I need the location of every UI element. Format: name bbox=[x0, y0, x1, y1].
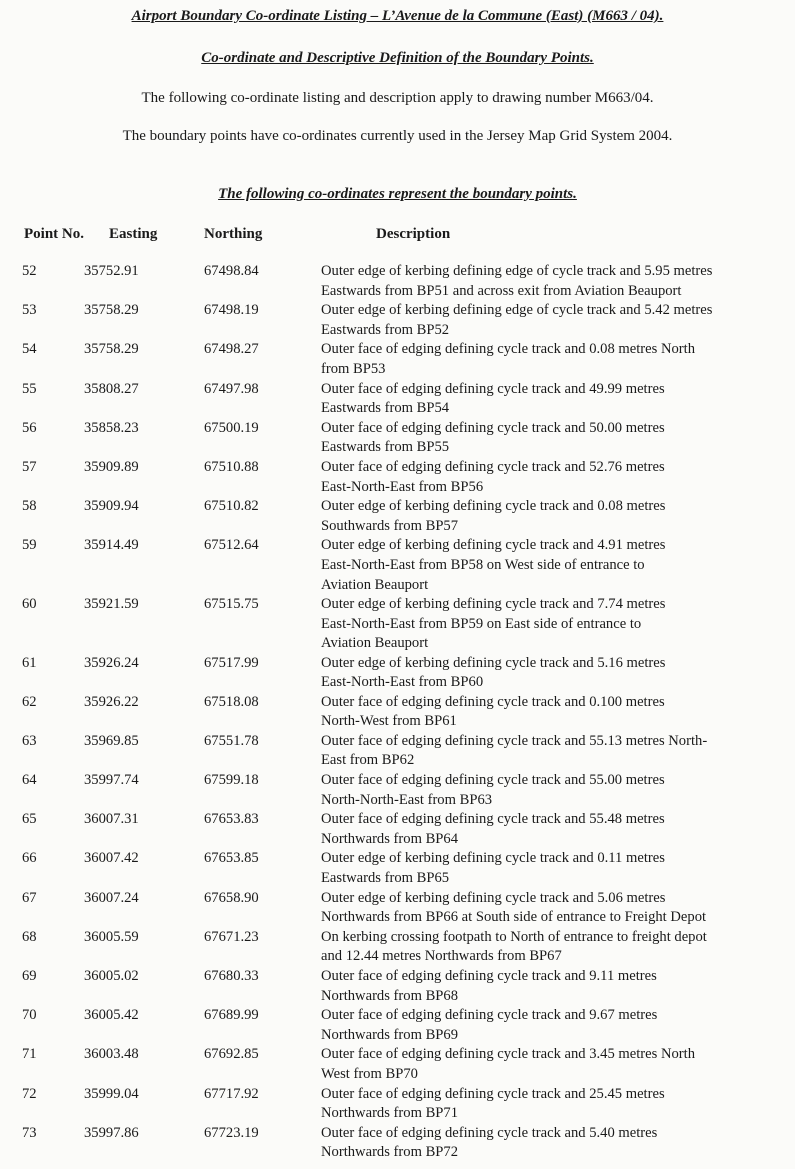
description-cell bbox=[321, 1124, 657, 1163]
description-cell bbox=[321, 497, 665, 536]
point-cell: 67 bbox=[22, 889, 37, 906]
description-cell bbox=[321, 1006, 657, 1045]
description-cell bbox=[321, 810, 665, 849]
description-line: Eastwards from BP51 and across exit from Aviation Beauport bbox=[321, 282, 682, 299]
table-row bbox=[0, 849, 795, 888]
table-row bbox=[0, 458, 795, 497]
northing-cell: 67518.08 bbox=[204, 693, 259, 710]
easting-cell: 36005.59 bbox=[84, 928, 139, 945]
point-cell: 61 bbox=[22, 654, 37, 671]
point-cell: 52 bbox=[22, 263, 37, 279]
description-line: East-North-East from BP58 on West side of entrance to bbox=[321, 556, 645, 573]
point-cell: 66 bbox=[22, 850, 37, 867]
point-cell: 64 bbox=[22, 772, 37, 789]
description-line: Outer edge of kerbing defining cycle track and 0.11 metres bbox=[321, 850, 665, 867]
easting-cell: 35926.24 bbox=[84, 654, 139, 671]
easting-cell: 35909.89 bbox=[84, 458, 139, 475]
description-line: Northwards from BP72 bbox=[321, 1144, 459, 1161]
description-cell bbox=[321, 732, 707, 771]
northing-cell: 67498.27 bbox=[204, 341, 259, 358]
description-cell bbox=[321, 301, 712, 340]
description-line: West from BP70 bbox=[321, 1065, 418, 1082]
point-cell: 55 bbox=[22, 380, 37, 397]
table-row bbox=[0, 497, 795, 536]
description-line: North-West from BP61 bbox=[321, 713, 457, 730]
description-cell bbox=[321, 889, 706, 928]
description-line: East-North-East from BP59 on East side of entrance to bbox=[321, 615, 642, 632]
description-line: Outer edge of kerbing defining cycle track and 7.74 metres bbox=[321, 595, 666, 612]
description-line: Outer edge of kerbing defining cycle track and 5.16 metres bbox=[321, 654, 666, 671]
point-cell: 57 bbox=[22, 458, 37, 475]
description-line: Outer face of edging defining cycle track and 49.99 metres bbox=[321, 380, 665, 397]
northing-cell: 67517.99 bbox=[204, 654, 259, 671]
easting-cell: 35926.22 bbox=[84, 693, 139, 710]
northing-cell: 67512.64 bbox=[204, 537, 259, 554]
page-title: Airport Boundary Co-ordinate Listing – L’Avenue de la Commune (East) (M663 / 04). bbox=[131, 8, 664, 24]
easting-cell: 36007.24 bbox=[84, 889, 139, 906]
easting-cell: 35752.91 bbox=[84, 263, 139, 279]
table-row bbox=[0, 1124, 795, 1163]
description-cell bbox=[321, 654, 665, 693]
northing-cell: 67500.19 bbox=[204, 419, 259, 436]
description-cell bbox=[321, 1045, 695, 1084]
header-northing: Northing bbox=[204, 226, 263, 242]
table-row bbox=[0, 732, 795, 771]
point-cell: 54 bbox=[22, 341, 37, 358]
table-row bbox=[0, 301, 795, 340]
northing-cell: 67653.83 bbox=[204, 811, 259, 828]
table-row bbox=[0, 536, 795, 595]
table-row bbox=[0, 810, 795, 849]
point-cell: 59 bbox=[22, 537, 37, 554]
table-row bbox=[0, 1006, 795, 1045]
description-cell bbox=[321, 340, 695, 379]
point-cell: 63 bbox=[22, 732, 37, 749]
intro-paragraph-1: The following co-ordinate listing and description apply to drawing number M663/04. bbox=[141, 90, 654, 106]
description-line: Eastwards from BP65 bbox=[321, 870, 450, 887]
description-line: Outer face of edging defining cycle track and 0.08 metres North bbox=[321, 341, 696, 358]
northing-cell: 67671.23 bbox=[204, 928, 259, 945]
easting-cell: 35758.29 bbox=[84, 341, 139, 358]
description-line: Outer face of edging defining cycle track and 25.45 metres bbox=[321, 1085, 665, 1102]
northing-cell: 67551.78 bbox=[204, 732, 259, 749]
table-row bbox=[0, 1085, 795, 1124]
description-cell bbox=[321, 595, 665, 654]
point-cell: 69 bbox=[22, 968, 37, 984]
point-cell: 72 bbox=[22, 1085, 37, 1102]
description-line: Outer face of edging defining cycle track and 55.13 metres North- bbox=[321, 732, 708, 749]
description-line: Outer edge of kerbing defining cycle track and 5.06 metres bbox=[321, 889, 666, 906]
easting-cell: 35921.59 bbox=[84, 595, 139, 612]
northing-cell: 67653.85 bbox=[204, 850, 259, 867]
point-cell: 60 bbox=[22, 595, 37, 612]
table-row bbox=[0, 262, 795, 301]
description-line: Outer face of edging defining cycle track and 3.45 metres North bbox=[321, 1046, 696, 1063]
description-cell bbox=[321, 771, 665, 810]
northing-cell: 67599.18 bbox=[204, 772, 259, 789]
description-cell bbox=[321, 928, 707, 967]
description-line: Northwards from BP69 bbox=[321, 1026, 459, 1043]
description-cell bbox=[321, 693, 665, 732]
point-cell: 56 bbox=[22, 419, 37, 436]
description-line: Outer face of edging defining cycle track and 55.48 metres bbox=[321, 811, 665, 828]
description-line: Northwards from BP66 at South side of entrance to Freight Depot bbox=[321, 909, 707, 926]
northing-cell: 67689.99 bbox=[204, 1007, 259, 1024]
description-line: North-North-East from BP63 bbox=[321, 791, 493, 808]
point-cell: 73 bbox=[22, 1124, 37, 1141]
easting-cell: 36005.02 bbox=[84, 968, 139, 984]
description-line: and 12.44 metres Northwards from BP67 bbox=[321, 948, 562, 965]
description-line: Outer face of edging defining cycle track and 55.00 metres bbox=[321, 772, 665, 789]
description-line: Aviation Beauport bbox=[321, 576, 429, 593]
description-line: Outer face of edging defining cycle track and 9.67 metres bbox=[321, 1007, 658, 1024]
point-cell: 65 bbox=[22, 811, 37, 828]
easting-cell: 35808.27 bbox=[84, 380, 139, 397]
northing-cell: 67692.85 bbox=[204, 1046, 259, 1063]
description-line: Outer edge of kerbing defining cycle track and 0.08 metres bbox=[321, 498, 666, 515]
description-line: Outer face of edging defining cycle track and 0.100 metres bbox=[321, 693, 665, 710]
description-line: Northwards from BP68 bbox=[321, 987, 459, 1004]
easting-cell: 36003.48 bbox=[84, 1046, 139, 1063]
northing-cell: 67510.88 bbox=[204, 458, 259, 475]
boundary-points-table bbox=[0, 262, 795, 1163]
easting-cell: 35997.74 bbox=[84, 772, 139, 789]
northing-cell: 67717.92 bbox=[204, 1085, 259, 1102]
description-cell bbox=[321, 967, 657, 1006]
description-cell bbox=[321, 536, 665, 595]
header-description: Description bbox=[376, 226, 451, 242]
point-cell: 68 bbox=[22, 928, 37, 945]
description-line: On kerbing crossing footpath to North of entrance to freight depot bbox=[321, 928, 707, 945]
description-line: Eastwards from BP55 bbox=[321, 439, 450, 456]
point-cell: 70 bbox=[22, 1007, 37, 1024]
description-line: Outer edge of kerbing defining cycle track and 4.91 metres bbox=[321, 537, 666, 554]
table-row bbox=[0, 654, 795, 693]
description-line: Outer face of edging defining cycle track and 52.76 metres bbox=[321, 458, 665, 475]
table-row bbox=[0, 889, 795, 928]
easting-cell: 35758.29 bbox=[84, 302, 139, 319]
description-cell bbox=[321, 1085, 665, 1124]
northing-cell: 67658.90 bbox=[204, 889, 259, 906]
easting-cell: 36007.42 bbox=[84, 850, 139, 867]
table-row bbox=[0, 1045, 795, 1084]
northing-cell: 67515.75 bbox=[204, 595, 259, 612]
easting-cell: 35914.49 bbox=[84, 537, 139, 554]
description-cell bbox=[321, 419, 665, 458]
description-line: East from BP62 bbox=[321, 752, 415, 769]
easting-cell: 36007.31 bbox=[84, 811, 139, 828]
northing-cell: 67680.33 bbox=[204, 968, 259, 984]
description-line: Eastwards from BP54 bbox=[321, 400, 450, 417]
easting-cell: 35909.94 bbox=[84, 498, 139, 515]
description-line: from BP53 bbox=[321, 360, 386, 377]
point-cell: 62 bbox=[22, 693, 37, 710]
description-line: Outer face of edging defining cycle track and 9.11 metres bbox=[321, 968, 657, 984]
northing-cell: 67498.84 bbox=[204, 263, 259, 279]
table-row bbox=[0, 967, 795, 1006]
easting-cell: 35997.86 bbox=[84, 1124, 139, 1141]
easting-cell: 35858.23 bbox=[84, 419, 139, 436]
point-cell: 58 bbox=[22, 498, 37, 515]
description-line: Southwards from BP57 bbox=[321, 517, 459, 534]
section-heading: The following co-ordinates represent the boundary points. bbox=[218, 186, 577, 202]
northing-cell: 67723.19 bbox=[204, 1124, 259, 1141]
table-row bbox=[0, 693, 795, 732]
description-line: Outer face of edging defining cycle track and 50.00 metres bbox=[321, 419, 665, 436]
table-row bbox=[0, 419, 795, 458]
northing-cell: 67510.82 bbox=[204, 498, 259, 515]
header-point-no: Point No. bbox=[24, 226, 84, 242]
header-easting: Easting bbox=[109, 226, 158, 242]
description-cell bbox=[321, 262, 712, 301]
easting-cell: 35969.85 bbox=[84, 732, 139, 749]
northing-cell: 67498.19 bbox=[204, 302, 259, 319]
easting-cell: 36005.42 bbox=[84, 1007, 139, 1024]
page-subtitle: Co-ordinate and Descriptive Definition of the Boundary Points. bbox=[201, 50, 594, 66]
table-row bbox=[0, 928, 795, 967]
table-row bbox=[0, 380, 795, 419]
description-cell bbox=[321, 380, 665, 419]
description-cell bbox=[321, 849, 665, 888]
description-line: Eastwards from BP52 bbox=[321, 321, 450, 338]
northing-cell: 67497.98 bbox=[204, 380, 259, 397]
description-line: Outer edge of kerbing defining edge of cycle track and 5.95 metres bbox=[321, 263, 713, 279]
description-line: East-North-East from BP60 bbox=[321, 674, 484, 691]
table-row bbox=[0, 595, 795, 654]
description-line: Aviation Beauport bbox=[321, 635, 429, 652]
table-row bbox=[0, 771, 795, 810]
description-line: East-North-East from BP56 bbox=[321, 478, 484, 495]
description-line: Northwards from BP71 bbox=[321, 1105, 459, 1122]
point-cell: 53 bbox=[22, 302, 37, 319]
easting-cell: 35999.04 bbox=[84, 1085, 139, 1102]
description-line: Outer edge of kerbing defining edge of cycle track and 5.42 metres bbox=[321, 302, 713, 319]
description-line: Outer face of edging defining cycle track and 5.40 metres bbox=[321, 1124, 658, 1141]
description-line: Northwards from BP64 bbox=[321, 830, 459, 847]
description-cell bbox=[321, 458, 665, 497]
table-row bbox=[0, 340, 795, 379]
intro-paragraph-2: The boundary points have co-ordinates currently used in the Jersey Map Grid System 2004. bbox=[122, 128, 673, 144]
point-cell: 71 bbox=[22, 1046, 37, 1063]
